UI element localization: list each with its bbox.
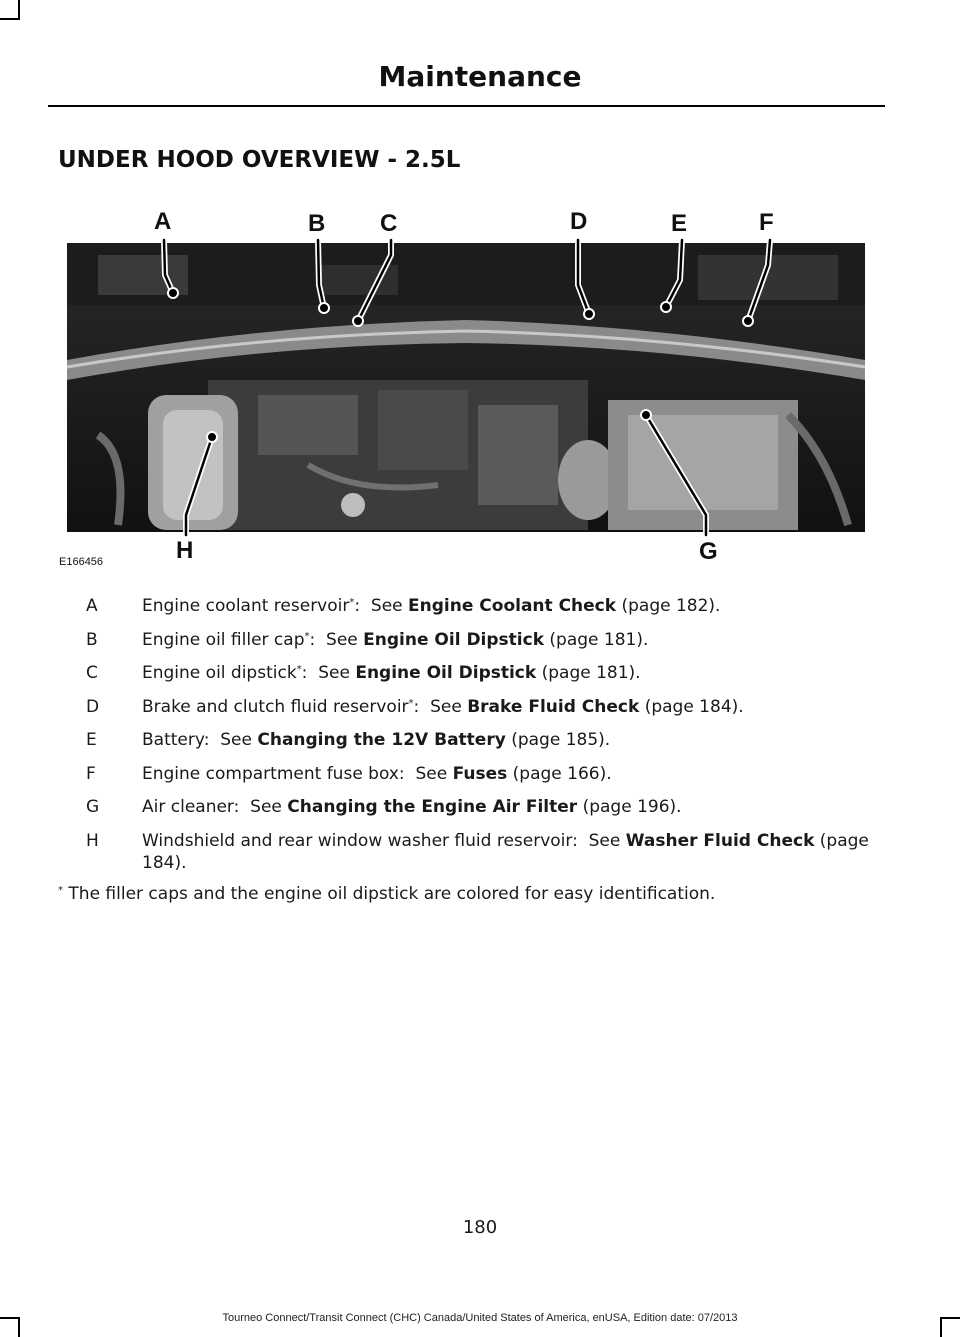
cross-reference-link[interactable]: Engine Coolant Check xyxy=(408,596,617,616)
legend-text: Air cleaner xyxy=(142,797,234,817)
cross-reference-link[interactable]: Engine Oil Dipstick xyxy=(355,663,537,683)
legend-letter: E xyxy=(86,730,97,750)
legend-letter: A xyxy=(86,596,98,616)
header-rule xyxy=(48,105,885,107)
callout-label: H xyxy=(176,537,194,564)
see-text: See xyxy=(326,629,358,650)
cross-reference-link[interactable]: Changing the 12V Battery xyxy=(257,730,506,750)
legend-text: Battery xyxy=(142,730,204,750)
see-text: See xyxy=(318,663,350,683)
footnote xyxy=(58,880,715,905)
legend-item: C Engine oil dipstick*: See Engine Oil Dipstick (page 181). xyxy=(58,662,888,684)
legend-item: D Brake and clutch fluid reservoir*: See Brake Fluid Check (page 184). xyxy=(58,696,888,718)
legend-item: A Engine coolant reservoir*: See Engine Coolant Check (page 182). xyxy=(58,595,888,617)
cross-reference-link[interactable]: Fuses xyxy=(452,763,508,784)
see-text: See xyxy=(415,763,448,784)
page-reference: (page 184). xyxy=(644,696,744,717)
legend-text: Engine oil dipstick xyxy=(142,663,297,683)
see-text: See xyxy=(588,830,621,851)
footnote-marker: * xyxy=(349,597,355,608)
cross-reference-link[interactable]: Changing the Engine Air Filter xyxy=(287,797,578,817)
see-text: See xyxy=(220,730,252,750)
crop-mark xyxy=(18,0,20,20)
legend-item: H Windshield and rear window washer fluid reservoir: See Washer Fluid Check (page 184). xyxy=(58,830,888,874)
section-title: UNDER HOOD OVERVIEW - 2.5L xyxy=(58,147,461,173)
page-reference: (page 184). xyxy=(142,830,869,873)
callout-label: B xyxy=(308,210,326,237)
callout-label: A xyxy=(154,208,172,235)
callout-legend xyxy=(58,595,888,885)
page-reference: (page 185). xyxy=(511,730,611,750)
callout-label: E xyxy=(671,210,688,237)
engine-bay-illustration xyxy=(58,195,878,570)
callout-label: D xyxy=(570,208,588,235)
callout-label: C xyxy=(380,210,398,237)
figure-id: E166456 xyxy=(59,556,104,568)
legend-item: G Air cleaner: See Changing the Engine Air Filter (page 196). xyxy=(58,796,888,818)
page-reference: (page 181). xyxy=(541,663,641,683)
page-reference: (page 166). xyxy=(512,763,612,784)
engine-bay-figure xyxy=(58,195,878,570)
page-reference: (page 181). xyxy=(549,629,649,650)
legend-text: Windshield and rear window washer fluid reservoir xyxy=(142,830,573,851)
see-text: See xyxy=(430,696,462,717)
legend-item: E Battery: See Changing the 12V Battery (page 185). xyxy=(58,729,888,751)
page-reference: (page 196). xyxy=(582,797,682,817)
footer-text: Tourneo Connect/Transit Connect (CHC) Canada/United States of America, enUSA, Edition date: 07/2013 xyxy=(222,1312,738,1324)
cross-reference-link[interactable]: Engine Oil Dipstick xyxy=(363,629,545,650)
crop-mark xyxy=(0,18,18,20)
legend-letter: D xyxy=(86,696,100,717)
legend-letter: B xyxy=(86,629,98,650)
legend-text: Engine oil filler cap xyxy=(142,629,305,650)
see-text: See xyxy=(370,596,403,616)
legend-letter: C xyxy=(86,663,98,683)
see-text: See xyxy=(250,797,282,817)
legend-text: Engine coolant reservoir xyxy=(142,596,350,616)
page-reference: (page 182). xyxy=(621,596,721,616)
footnote-marker: * xyxy=(296,664,302,675)
legend-letter: F xyxy=(86,763,96,784)
legend-letter: G xyxy=(86,797,100,817)
legend-text: Engine compartment fuse box xyxy=(142,763,399,784)
page-header-title: Maintenance xyxy=(378,60,582,93)
page-number: 180 xyxy=(462,1217,498,1238)
legend-text: Brake and clutch fluid reservoir xyxy=(142,696,409,717)
cross-reference-link[interactable]: Washer Fluid Check xyxy=(625,830,815,851)
legend-item: B Engine oil filler cap*: See Engine Oil Dipstick (page 181). xyxy=(58,629,888,651)
legend-letter: H xyxy=(86,830,99,851)
footnote-marker: * xyxy=(304,630,310,642)
legend-item: F Engine compartment fuse box: See Fuses (page 166). xyxy=(58,763,888,785)
cross-reference-link[interactable]: Brake Fluid Check xyxy=(467,696,640,717)
footnote-marker: * xyxy=(58,885,63,896)
callout-label: G xyxy=(699,538,718,565)
footnote-marker: * xyxy=(408,697,414,709)
footnote-text: The filler caps and the engine oil dipstick are colored for easy identification. xyxy=(68,884,716,904)
callout-label: F xyxy=(759,209,774,236)
